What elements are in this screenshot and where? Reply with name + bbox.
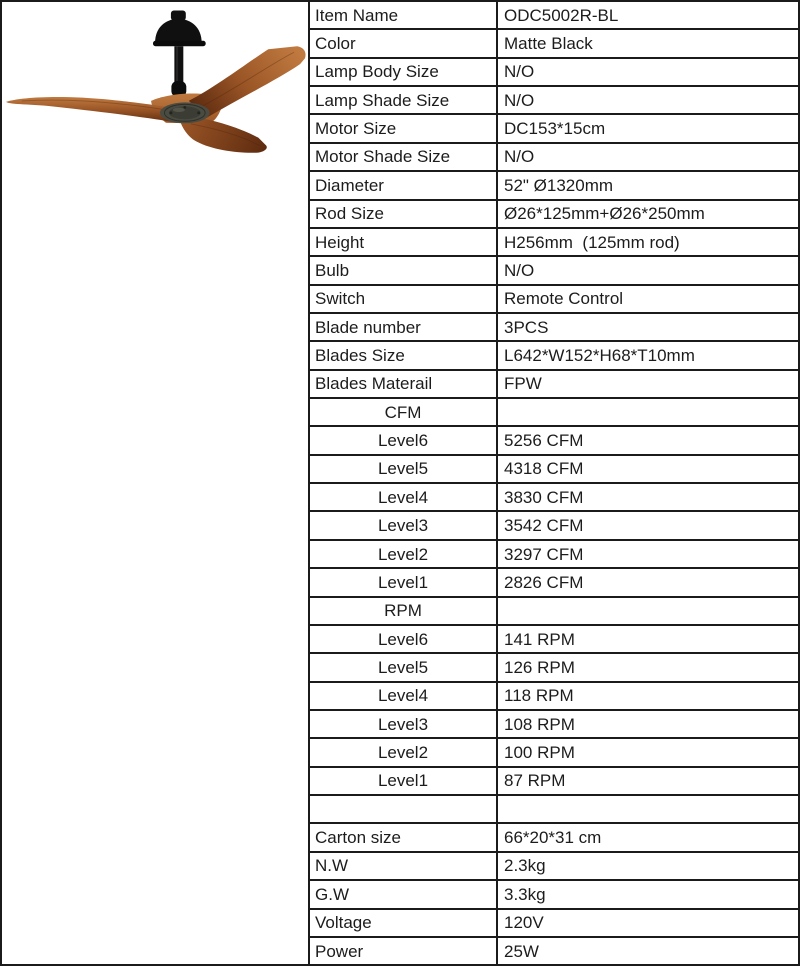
spec-value: 52" Ø1320mm	[504, 175, 614, 195]
spec-row	[310, 654, 798, 682]
spec-value: 25W	[504, 941, 539, 961]
spec-row	[310, 115, 798, 143]
spec-label: Switch	[310, 286, 498, 312]
spec-label: Blades Size	[310, 342, 498, 368]
spec-label: Level6	[310, 626, 498, 652]
spec-row	[310, 796, 798, 824]
spec-row	[310, 286, 798, 314]
spec-row	[310, 59, 798, 87]
spec-row	[310, 512, 798, 540]
spec-label: Level5	[310, 654, 498, 680]
spec-label: Blades Materail	[310, 371, 498, 397]
spec-value: Remote Control	[504, 289, 624, 309]
spec-label: Bulb	[310, 257, 498, 283]
spec-value: Matte Black	[504, 34, 593, 54]
spec-label: Level6	[310, 427, 498, 453]
spec-value: 2.3kg	[504, 856, 546, 876]
fan-blade-right	[189, 46, 306, 118]
spec-label: RPM	[310, 598, 498, 624]
spec-label: Level4	[310, 484, 498, 510]
spec-label: Voltage	[310, 910, 498, 936]
spec-label: G.W	[310, 881, 498, 907]
spec-value: 141 RPM	[504, 629, 575, 649]
fan-downrod	[171, 46, 186, 97]
spec-value: 3542 CFM	[504, 516, 584, 536]
spec-label: Level2	[310, 541, 498, 567]
spec-label: Color	[310, 30, 498, 56]
fan-canopy	[153, 11, 206, 47]
spec-row	[310, 938, 798, 964]
ceiling-fan-image	[2, 2, 310, 173]
spec-label: Carton size	[310, 824, 498, 850]
spec-label	[310, 796, 498, 822]
spec-value: 2826 CFM	[504, 572, 584, 592]
spec-value: 4318 CFM	[504, 459, 584, 479]
spec-row	[310, 910, 798, 938]
spec-row	[310, 683, 798, 711]
spec-label: Item Name	[310, 2, 498, 28]
spec-value: Ø26*125mm+Ø26*250mm	[504, 204, 705, 224]
spec-row	[310, 824, 798, 852]
spec-row	[310, 768, 798, 796]
spec-label: N.W	[310, 853, 498, 879]
spec-value: 120V	[504, 913, 544, 933]
spec-row	[310, 201, 798, 229]
spec-row	[310, 598, 798, 626]
spec-value: 126 RPM	[504, 657, 575, 677]
spec-value: N/O	[504, 147, 535, 167]
spec-value	[498, 399, 798, 425]
spec-row	[310, 172, 798, 200]
spec-row	[310, 881, 798, 909]
spec-value: N/O	[504, 90, 535, 110]
spec-row	[310, 229, 798, 257]
spec-label: Level3	[310, 512, 498, 538]
spec-value: L642*W152*H68*T10mm	[504, 345, 695, 365]
spec-label: Level1	[310, 768, 498, 794]
spec-value: H256mm (125mm rod)	[504, 232, 680, 252]
spec-row	[310, 626, 798, 654]
spec-row	[310, 399, 798, 427]
spec-value: 3830 CFM	[504, 487, 584, 507]
spec-value: 100 RPM	[504, 743, 575, 763]
spec-row	[310, 569, 798, 597]
spec-value: N/O	[504, 62, 535, 82]
spec-row	[310, 2, 798, 30]
spec-value: ODC5002R-BL	[504, 5, 619, 25]
spec-value: FPW	[504, 374, 542, 394]
spec-value: N/O	[504, 260, 535, 280]
spec-value: 108 RPM	[504, 714, 575, 734]
spec-label: Level1	[310, 569, 498, 595]
spec-label: Level3	[310, 711, 498, 737]
spec-row	[310, 314, 798, 342]
spec-label: Blade number	[310, 314, 498, 340]
spec-row	[310, 87, 798, 115]
spec-label: Power	[310, 938, 498, 964]
spec-row	[310, 484, 798, 512]
spec-label: Level4	[310, 683, 498, 709]
spec-value: 66*20*31 cm	[504, 828, 602, 848]
spec-value: 3PCS	[504, 317, 549, 337]
spec-label: Diameter	[310, 172, 498, 198]
fan-hub	[160, 102, 210, 123]
spec-label: Lamp Body Size	[310, 59, 498, 85]
spec-row	[310, 541, 798, 569]
spec-label: Motor Shade Size	[310, 144, 498, 170]
spec-row	[310, 853, 798, 881]
spec-label: Rod Size	[310, 201, 498, 227]
spec-label: Level5	[310, 456, 498, 482]
product-image-cell	[2, 2, 310, 964]
spec-row	[310, 456, 798, 484]
spec-label: CFM	[310, 399, 498, 425]
spec-row	[310, 427, 798, 455]
spec-table	[310, 2, 798, 964]
spec-value: 3.3kg	[504, 884, 546, 904]
spec-row	[310, 711, 798, 739]
spec-row	[310, 371, 798, 399]
spec-label: Level2	[310, 739, 498, 765]
spec-label: Lamp Shade Size	[310, 87, 498, 113]
spec-label: Height	[310, 229, 498, 255]
spec-value	[498, 598, 798, 624]
spec-value	[498, 796, 798, 822]
spec-row	[310, 144, 798, 172]
spec-value: DC153*15cm	[504, 119, 606, 139]
spec-row	[310, 30, 798, 58]
spec-value: 118 RPM	[504, 686, 574, 706]
spec-value: 87 RPM	[504, 771, 566, 791]
spec-row	[310, 257, 798, 285]
spec-row	[310, 739, 798, 767]
spec-value: 3297 CFM	[504, 544, 584, 564]
spec-label: Motor Size	[310, 115, 498, 141]
spec-value: 5256 CFM	[504, 431, 584, 451]
spec-row	[310, 342, 798, 370]
